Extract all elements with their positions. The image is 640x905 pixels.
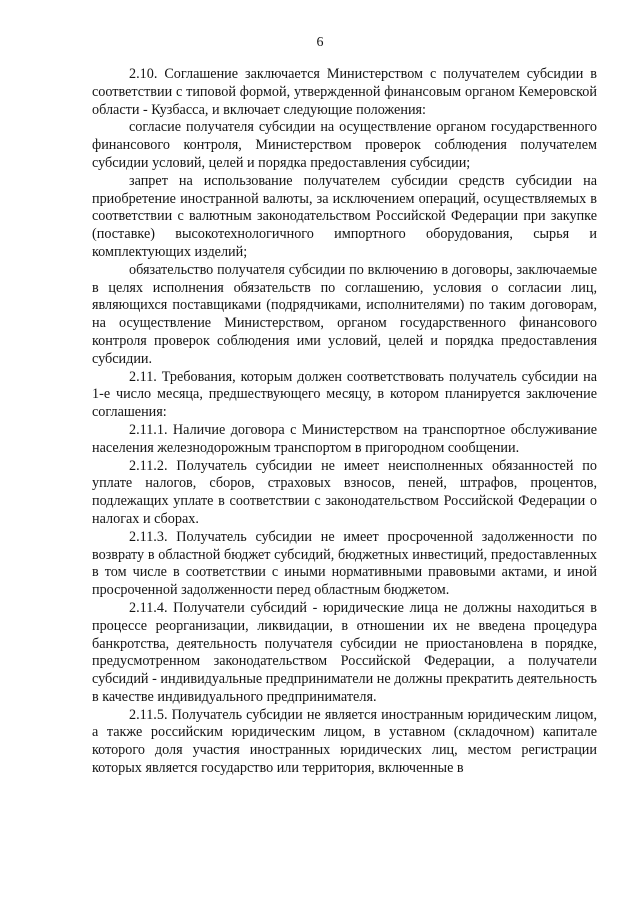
page-number: 6 xyxy=(316,35,324,50)
paragraph-2-11-1: 2.11.1. Наличие договора с Министерством на транспортное обслуживание населения железнодорожным транспортом в пригородном сообщении. xyxy=(92,421,597,456)
paragraph-currency-prohibition: запрет на использование получателем субсидии средств субсидии на приобретение иностранной валюты, за исключением операций, осуществляемых в соответствии с валютным законодательством Российской Федерации при закупке (поставке) высокотехнологичного импортного оборудования, сырья и комплектующих изделий; xyxy=(92,172,597,260)
paragraph-2-11-4: 2.11.4. Получатели субсидий - юридические лица не должны находиться в процессе реорганизации, ликвидации, в отношении их не введена процедура банкротства, деятельность получателя субсидии не приостановлена в порядке, предусмотренном законодательством Российской Федерации, а получатели субсидий - индивидуальные предприниматели не должны прекратить деятельность в качестве индивидуального предпринимателя. xyxy=(92,599,597,705)
paragraph-2-10: 2.10. Соглашение заключается Министерством с получателем субсидии в соответствии с типовой формой, утвержденной финансовым органом Кемеровской области - Кузбасса, и включает следующие положения: xyxy=(92,66,597,118)
paragraph-2-11-2: 2.11.2. Получатель субсидии не имеет неисполненных обязанностей по уплате налогов, сборов, страховых взносов, пеней, штрафов, процентов, подлежащих уплате в соответствии с законодательством Российской Федерации о налогах и сборах. xyxy=(92,457,597,527)
document-body xyxy=(92,66,597,778)
paragraph-control-consent: согласие получателя субсидии на осуществление органом государственного финансового контроля, Министерством проверок соблюдения получателем субсидии условий, целей и порядка предоставления субсидии; xyxy=(92,119,597,171)
paragraph-2-11-5: 2.11.5. Получатель субсидии не является иностранным юридическим лицом, а также российским юридическим лицом, в уставном (складочном) капитале которого доля участия иностранных юридических лиц, местом регистрации которых является государство или территория, включенные в xyxy=(92,706,597,777)
paragraph-contractor-obligation: обязательство получателя субсидии по включению в договоры, заключаемые в целях исполнения обязательств по соглашению, условия о согласии лиц, являющихся поставщиками (подрядчиками, исполнителями) по таким договорам, на осуществление Министерством, органом государственного финансового контроля проверок соблюдения ими условий, целей и порядка предоставления субсидии. xyxy=(92,261,597,367)
paragraph-2-11-3: 2.11.3. Получатель субсидии не имеет просроченной задолженности по возврату в областной бюджет субсидий, бюджетных инвестиций, предоставленных в том числе в соответствии с иными нормативными правовыми актами, и иной просроченной задолженности перед областным бюджетом. xyxy=(92,528,597,599)
paragraph-2-11: 2.11. Требования, которым должен соответствовать получатель субсидии на 1-е число месяца, предшествующего месяцу, в котором планируется заключение соглашения: xyxy=(92,368,597,421)
